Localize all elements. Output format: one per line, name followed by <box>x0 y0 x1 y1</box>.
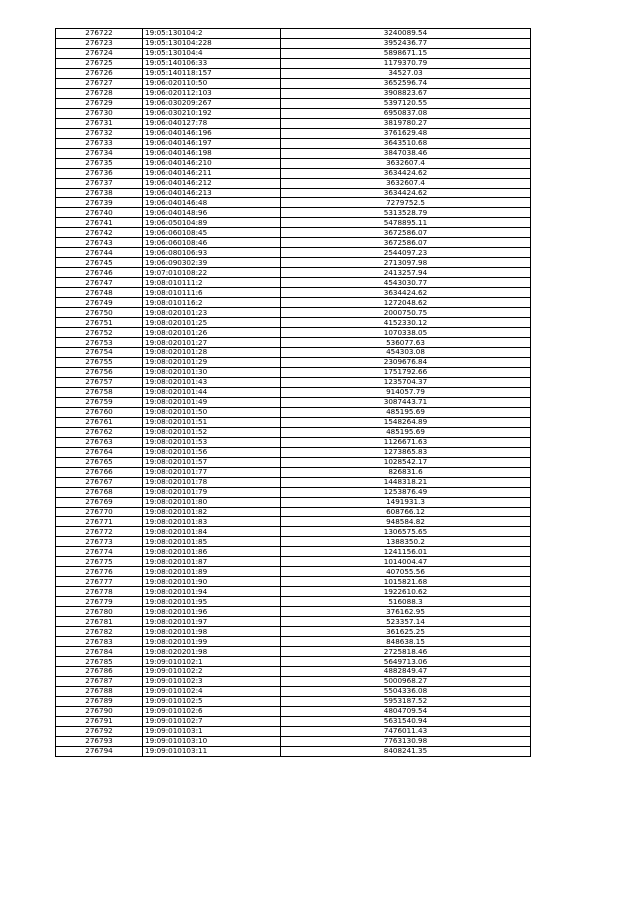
cadastral-number-cell: 19:08:020101:23 <box>143 308 281 318</box>
value-cell: 3847038.46 <box>281 148 531 158</box>
value-cell: 3240089.54 <box>281 29 531 39</box>
table-row <box>56 557 531 567</box>
cadastral-number-cell: 19:08:020101:26 <box>143 328 281 338</box>
value-cell: 4882849.47 <box>281 667 531 677</box>
row-id-cell: 276757 <box>56 377 143 387</box>
value-cell: 1448318.21 <box>281 477 531 487</box>
row-id-cell: 276781 <box>56 617 143 627</box>
value-cell: 3952436.77 <box>281 38 531 48</box>
cadastral-number-cell: 19:09:010102:5 <box>143 696 281 706</box>
row-id-cell: 276754 <box>56 348 143 358</box>
table-row <box>56 647 531 657</box>
cadastral-number-cell: 19:08:020101:80 <box>143 497 281 507</box>
row-id-cell: 276777 <box>56 577 143 587</box>
row-id-cell: 276748 <box>56 288 143 298</box>
cadastral-number-cell: 19:06:040146:198 <box>143 148 281 158</box>
table-row <box>56 627 531 637</box>
table-row <box>56 298 531 308</box>
value-cell: 454303.08 <box>281 348 531 358</box>
row-id-cell: 276768 <box>56 487 143 497</box>
table-row <box>56 128 531 138</box>
cadastral-number-cell: 19:09:010102:6 <box>143 706 281 716</box>
cadastral-number-cell: 19:06:040146:48 <box>143 198 281 208</box>
table-row <box>56 148 531 158</box>
value-cell: 4152330.12 <box>281 318 531 328</box>
cadastral-number-cell: 19:09:010102:4 <box>143 686 281 696</box>
row-id-cell: 276738 <box>56 188 143 198</box>
row-id-cell: 276787 <box>56 676 143 686</box>
row-id-cell: 276735 <box>56 158 143 168</box>
table-row <box>56 138 531 148</box>
table-row <box>56 377 531 387</box>
value-cell: 523357.14 <box>281 617 531 627</box>
table-row <box>56 407 531 417</box>
cadastral-number-cell: 19:06:040146:213 <box>143 188 281 198</box>
table-row <box>56 387 531 397</box>
cadastral-number-cell: 19:09:010103:10 <box>143 736 281 746</box>
cadastral-number-cell: 19:08:020101:98 <box>143 627 281 637</box>
row-id-cell: 276784 <box>56 647 143 657</box>
value-cell: 5397120.55 <box>281 98 531 108</box>
value-cell: 3632607.4 <box>281 178 531 188</box>
cadastral-number-cell: 19:06:040146:212 <box>143 178 281 188</box>
table-row <box>56 367 531 377</box>
row-id-cell: 276772 <box>56 527 143 537</box>
row-id-cell: 276770 <box>56 507 143 517</box>
row-id-cell: 276782 <box>56 627 143 637</box>
value-cell: 826831.6 <box>281 467 531 477</box>
value-cell: 1306575.65 <box>281 527 531 537</box>
value-cell: 1070338.05 <box>281 328 531 338</box>
value-cell: 1273865.83 <box>281 447 531 457</box>
row-id-cell: 276790 <box>56 706 143 716</box>
table-row <box>56 168 531 178</box>
table-row <box>56 487 531 497</box>
value-cell: 485195.69 <box>281 427 531 437</box>
cadastral-number-cell: 19:08:020101:56 <box>143 447 281 457</box>
table-row <box>56 726 531 736</box>
cadastral-number-cell: 19:08:020101:78 <box>143 477 281 487</box>
row-id-cell: 276778 <box>56 587 143 597</box>
table-row <box>56 38 531 48</box>
value-cell: 2413257.94 <box>281 268 531 278</box>
row-id-cell: 276745 <box>56 258 143 268</box>
row-id-cell: 276755 <box>56 357 143 367</box>
value-cell: 361625.25 <box>281 627 531 637</box>
table-row <box>56 68 531 78</box>
table-row <box>56 218 531 228</box>
row-id-cell: 276746 <box>56 268 143 278</box>
value-cell: 5504336.08 <box>281 686 531 696</box>
table-row <box>56 657 531 667</box>
row-id-cell: 276750 <box>56 308 143 318</box>
table-row <box>56 477 531 487</box>
cadastral-number-cell: 19:05:130104:4 <box>143 48 281 58</box>
cadastral-number-cell: 19:08:020201:98 <box>143 647 281 657</box>
row-id-cell: 276729 <box>56 98 143 108</box>
table-row <box>56 637 531 647</box>
cadastral-number-cell: 19:06:060108:46 <box>143 238 281 248</box>
row-id-cell: 276765 <box>56 457 143 467</box>
value-cell: 2544097.23 <box>281 248 531 258</box>
value-cell: 2725818.46 <box>281 647 531 657</box>
row-id-cell: 276773 <box>56 537 143 547</box>
cadastral-number-cell: 19:06:030210:192 <box>143 108 281 118</box>
table-row <box>56 258 531 268</box>
cadastral-number-cell: 19:08:020101:27 <box>143 338 281 348</box>
value-cell: 5000968.27 <box>281 676 531 686</box>
cadastral-number-cell: 19:05:140118:157 <box>143 68 281 78</box>
row-id-cell: 276788 <box>56 686 143 696</box>
row-id-cell: 276792 <box>56 726 143 736</box>
row-id-cell: 276727 <box>56 78 143 88</box>
cadastral-number-cell: 19:05:140106:33 <box>143 58 281 68</box>
cadastral-number-cell: 19:08:010116:2 <box>143 298 281 308</box>
row-id-cell: 276774 <box>56 547 143 557</box>
table-row <box>56 268 531 278</box>
value-cell: 1253876.49 <box>281 487 531 497</box>
table-row <box>56 338 531 348</box>
table-row <box>56 527 531 537</box>
row-id-cell: 276747 <box>56 278 143 288</box>
cadastral-number-cell: 19:07:010108:22 <box>143 268 281 278</box>
cadastral-number-cell: 19:06:040127:78 <box>143 118 281 128</box>
cadastral-number-cell: 19:08:020101:53 <box>143 437 281 447</box>
value-cell: 3634424.62 <box>281 288 531 298</box>
table-row <box>56 447 531 457</box>
value-cell: 3632607.4 <box>281 158 531 168</box>
row-id-cell: 276779 <box>56 597 143 607</box>
cadastral-number-cell: 19:06:080106:93 <box>143 248 281 258</box>
row-id-cell: 276732 <box>56 128 143 138</box>
row-id-cell: 276740 <box>56 208 143 218</box>
cadastral-number-cell: 19:08:020101:43 <box>143 377 281 387</box>
cadastral-number-cell: 19:09:010102:7 <box>143 716 281 726</box>
row-id-cell: 276737 <box>56 178 143 188</box>
row-id-cell: 276744 <box>56 248 143 258</box>
value-cell: 848638.15 <box>281 637 531 647</box>
cadastral-number-cell: 19:08:020101:30 <box>143 367 281 377</box>
table-row <box>56 318 531 328</box>
row-id-cell: 276756 <box>56 367 143 377</box>
cadastral-number-cell: 19:09:010103:11 <box>143 746 281 756</box>
value-cell: 1126671.63 <box>281 437 531 447</box>
value-cell: 3819780.27 <box>281 118 531 128</box>
row-id-cell: 276736 <box>56 168 143 178</box>
value-cell: 3634424.62 <box>281 168 531 178</box>
cadastral-number-cell: 19:08:020101:79 <box>143 487 281 497</box>
table-row <box>56 427 531 437</box>
row-id-cell: 276724 <box>56 48 143 58</box>
cadastral-number-cell: 19:06:040146:211 <box>143 168 281 178</box>
row-id-cell: 276731 <box>56 118 143 128</box>
value-cell: 1015821.68 <box>281 577 531 587</box>
table-row <box>56 467 531 477</box>
row-id-cell: 276771 <box>56 517 143 527</box>
table-row <box>56 158 531 168</box>
table-row <box>56 118 531 128</box>
table-row <box>56 706 531 716</box>
value-cell: 3761629.48 <box>281 128 531 138</box>
row-id-cell: 276728 <box>56 88 143 98</box>
value-cell: 4543030.77 <box>281 278 531 288</box>
cadastral-number-cell: 19:08:020101:86 <box>143 547 281 557</box>
cadastral-number-cell: 19:08:020101:99 <box>143 637 281 647</box>
row-id-cell: 276759 <box>56 397 143 407</box>
table-row <box>56 607 531 617</box>
value-cell: 1272048.62 <box>281 298 531 308</box>
value-cell: 5631540.94 <box>281 716 531 726</box>
row-id-cell: 276758 <box>56 387 143 397</box>
value-cell: 914057.79 <box>281 387 531 397</box>
value-cell: 1014004.47 <box>281 557 531 567</box>
row-id-cell: 276791 <box>56 716 143 726</box>
row-id-cell: 276726 <box>56 68 143 78</box>
row-id-cell: 276753 <box>56 338 143 348</box>
row-id-cell: 276783 <box>56 637 143 647</box>
value-cell: 5649713.06 <box>281 657 531 667</box>
value-cell: 5953187.52 <box>281 696 531 706</box>
table-row <box>56 29 531 39</box>
value-cell: 3087443.71 <box>281 397 531 407</box>
table-row <box>56 48 531 58</box>
table-row <box>56 507 531 517</box>
cadastral-number-cell: 19:06:060108:45 <box>143 228 281 238</box>
cadastral-number-cell: 19:08:020101:49 <box>143 397 281 407</box>
value-cell: 3672586.07 <box>281 228 531 238</box>
value-cell: 608766.12 <box>281 507 531 517</box>
table-row <box>56 577 531 587</box>
value-cell: 7763130.98 <box>281 736 531 746</box>
table-row <box>56 78 531 88</box>
row-id-cell: 276760 <box>56 407 143 417</box>
cadastral-number-cell: 19:09:010102:1 <box>143 657 281 667</box>
row-id-cell: 276776 <box>56 567 143 577</box>
row-id-cell: 276764 <box>56 447 143 457</box>
row-id-cell: 276780 <box>56 607 143 617</box>
value-cell: 1548264.89 <box>281 417 531 427</box>
table-row <box>56 278 531 288</box>
row-id-cell: 276761 <box>56 417 143 427</box>
table-row <box>56 667 531 677</box>
table-row <box>56 696 531 706</box>
cadastral-number-cell: 19:08:010111:2 <box>143 278 281 288</box>
table-row <box>56 357 531 367</box>
table-row <box>56 328 531 338</box>
cadastral-number-cell: 19:06:030209:267 <box>143 98 281 108</box>
value-cell: 3672586.07 <box>281 238 531 248</box>
value-cell: 2713097.98 <box>281 258 531 268</box>
row-id-cell: 276733 <box>56 138 143 148</box>
cadastral-number-cell: 19:08:020101:29 <box>143 357 281 367</box>
table-row <box>56 437 531 447</box>
table-row <box>56 746 531 756</box>
cadastral-number-cell: 19:06:040148:96 <box>143 208 281 218</box>
row-id-cell: 276751 <box>56 318 143 328</box>
row-id-cell: 276767 <box>56 477 143 487</box>
data-table <box>55 28 531 757</box>
cadastral-number-cell: 19:06:040146:197 <box>143 138 281 148</box>
table-row <box>56 308 531 318</box>
row-id-cell: 276793 <box>56 736 143 746</box>
row-id-cell: 276739 <box>56 198 143 208</box>
value-cell: 376162.95 <box>281 607 531 617</box>
cadastral-number-cell: 19:06:050104:89 <box>143 218 281 228</box>
value-cell: 8408241.35 <box>281 746 531 756</box>
value-cell: 3908823.67 <box>281 88 531 98</box>
value-cell: 1241156.01 <box>281 547 531 557</box>
row-id-cell: 276785 <box>56 657 143 667</box>
value-cell: 1388350.2 <box>281 537 531 547</box>
table-row <box>56 88 531 98</box>
table-row <box>56 617 531 627</box>
value-cell: 1751792.66 <box>281 367 531 377</box>
row-id-cell: 276722 <box>56 29 143 39</box>
table-row <box>56 547 531 557</box>
value-cell: 948584.82 <box>281 517 531 527</box>
value-cell: 485195.69 <box>281 407 531 417</box>
row-id-cell: 276763 <box>56 437 143 447</box>
table-row <box>56 517 531 527</box>
value-cell: 1922610.62 <box>281 587 531 597</box>
table-row <box>56 537 531 547</box>
cadastral-number-cell: 19:09:010103:1 <box>143 726 281 736</box>
value-cell: 3643510.68 <box>281 138 531 148</box>
table-row <box>56 417 531 427</box>
cadastral-number-cell: 19:08:020101:84 <box>143 527 281 537</box>
table-row <box>56 208 531 218</box>
cadastral-number-cell: 19:08:020101:90 <box>143 577 281 587</box>
cadastral-number-cell: 19:08:020101:96 <box>143 607 281 617</box>
value-cell: 3652596.74 <box>281 78 531 88</box>
cadastral-number-cell: 19:06:020112:103 <box>143 88 281 98</box>
cadastral-number-cell: 19:08:020101:85 <box>143 537 281 547</box>
value-cell: 3634424.62 <box>281 188 531 198</box>
value-cell: 1028542.17 <box>281 457 531 467</box>
table-row <box>56 397 531 407</box>
value-cell: 34527.03 <box>281 68 531 78</box>
cadastral-number-cell: 19:08:020101:82 <box>143 507 281 517</box>
row-id-cell: 276769 <box>56 497 143 507</box>
row-id-cell: 276762 <box>56 427 143 437</box>
table-row <box>56 497 531 507</box>
value-cell: 5478895.11 <box>281 218 531 228</box>
value-cell: 536077.63 <box>281 338 531 348</box>
value-cell: 6950837.08 <box>281 108 531 118</box>
value-cell: 2000750.75 <box>281 308 531 318</box>
cadastral-number-cell: 19:08:020101:77 <box>143 467 281 477</box>
row-id-cell: 276723 <box>56 38 143 48</box>
value-cell: 5313528.79 <box>281 208 531 218</box>
cadastral-number-cell: 19:08:020101:95 <box>143 597 281 607</box>
cadastral-number-cell: 19:08:020101:94 <box>143 587 281 597</box>
table-row <box>56 108 531 118</box>
cadastral-number-cell: 19:09:010102:3 <box>143 676 281 686</box>
row-id-cell: 276743 <box>56 238 143 248</box>
table-row <box>56 567 531 577</box>
cadastral-number-cell: 19:09:010102:2 <box>143 667 281 677</box>
value-cell: 1179370.79 <box>281 58 531 68</box>
cadastral-number-cell: 19:08:020101:87 <box>143 557 281 567</box>
value-cell: 5898671.15 <box>281 48 531 58</box>
cadastral-number-cell: 19:08:020101:83 <box>143 517 281 527</box>
table-row <box>56 686 531 696</box>
cadastral-number-cell: 19:08:020101:44 <box>143 387 281 397</box>
cadastral-number-cell: 19:08:020101:50 <box>143 407 281 417</box>
row-id-cell: 276734 <box>56 148 143 158</box>
cadastral-number-cell: 19:08:020101:57 <box>143 457 281 467</box>
cadastral-number-cell: 19:08:020101:25 <box>143 318 281 328</box>
table-row <box>56 98 531 108</box>
value-cell: 1235704.37 <box>281 377 531 387</box>
table-row <box>56 587 531 597</box>
cadastral-number-cell: 19:08:010111:6 <box>143 288 281 298</box>
table-row <box>56 228 531 238</box>
table-row <box>56 288 531 298</box>
row-id-cell: 276752 <box>56 328 143 338</box>
table-row <box>56 676 531 686</box>
row-id-cell: 276742 <box>56 228 143 238</box>
cadastral-number-cell: 19:08:020101:51 <box>143 417 281 427</box>
value-cell: 516088.3 <box>281 597 531 607</box>
cadastral-number-cell: 19:08:020101:52 <box>143 427 281 437</box>
row-id-cell: 276794 <box>56 746 143 756</box>
cadastral-number-cell: 19:06:040146:210 <box>143 158 281 168</box>
row-id-cell: 276786 <box>56 667 143 677</box>
cadastral-number-cell: 19:08:020101:89 <box>143 567 281 577</box>
table-row <box>56 198 531 208</box>
value-cell: 2309676.84 <box>281 357 531 367</box>
row-id-cell: 276775 <box>56 557 143 567</box>
table-row <box>56 248 531 258</box>
row-id-cell: 276741 <box>56 218 143 228</box>
cadastral-number-cell: 19:05:130104:2 <box>143 29 281 39</box>
value-cell: 7476011.43 <box>281 726 531 736</box>
cadastral-number-cell: 19:08:020101:97 <box>143 617 281 627</box>
table-row <box>56 736 531 746</box>
table-row <box>56 178 531 188</box>
cadastral-number-cell: 19:06:020110:50 <box>143 78 281 88</box>
cadastral-number-cell: 19:08:020101:28 <box>143 348 281 358</box>
value-cell: 407055.56 <box>281 567 531 577</box>
cadastral-number-cell: 19:06:040146:196 <box>143 128 281 138</box>
table-row <box>56 348 531 358</box>
cadastral-number-cell: 19:05:130104:228 <box>143 38 281 48</box>
table-row <box>56 716 531 726</box>
row-id-cell: 276766 <box>56 467 143 477</box>
cadastral-number-cell: 19:06:090302:39 <box>143 258 281 268</box>
value-cell: 1491931.3 <box>281 497 531 507</box>
row-id-cell: 276730 <box>56 108 143 118</box>
table-row <box>56 58 531 68</box>
table-body <box>56 29 531 757</box>
value-cell: 7279752.5 <box>281 198 531 208</box>
table-row <box>56 457 531 467</box>
value-cell: 4804709.54 <box>281 706 531 716</box>
row-id-cell: 276725 <box>56 58 143 68</box>
row-id-cell: 276749 <box>56 298 143 308</box>
table-row <box>56 238 531 248</box>
table-row <box>56 597 531 607</box>
row-id-cell: 276789 <box>56 696 143 706</box>
table-row <box>56 188 531 198</box>
